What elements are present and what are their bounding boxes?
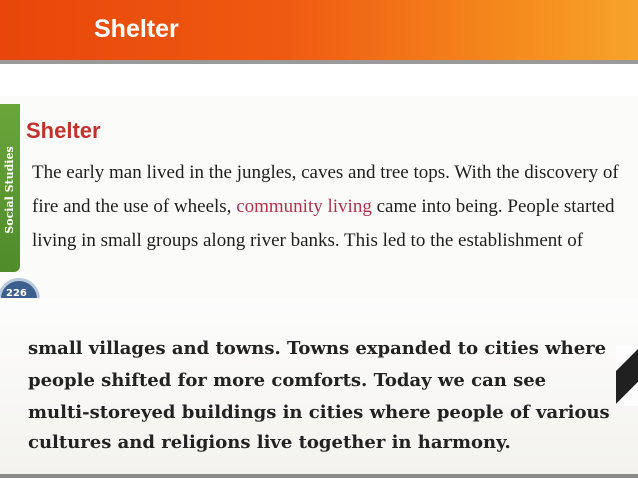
textbook-scan-bottom bbox=[0, 298, 638, 478]
text-line-5: people shifted for more comforts. Today we can see bbox=[28, 370, 547, 391]
footer-divider bbox=[0, 474, 638, 478]
text-line-3: living in small groups along river banks. This led to the establishment of bbox=[32, 230, 584, 251]
line-2-end: came into being. People started bbox=[376, 196, 615, 217]
highlighted-term: community living bbox=[236, 196, 372, 217]
header-divider bbox=[0, 60, 638, 64]
text-line-1: The early man lived in the jungles, caves and tree tops. With the discovery of bbox=[32, 162, 619, 183]
page-edge-mark bbox=[616, 346, 638, 406]
subject-side-tab bbox=[0, 104, 20, 272]
section-heading: Shelter bbox=[26, 118, 101, 143]
textbook-scan-top bbox=[0, 96, 638, 298]
page-number: 226 bbox=[6, 288, 27, 298]
slide-title: Shelter bbox=[94, 15, 179, 43]
text-line-6: multi-storeyed buildings in cities where people of various bbox=[28, 402, 610, 423]
text-line-7: cultures and religions live together in harmony. bbox=[28, 432, 511, 453]
line-2-start: fire and the use of wheels, bbox=[32, 196, 232, 217]
subject-label: Social Studies bbox=[3, 146, 16, 234]
text-line-4: small villages and towns. Towns expanded to cities where bbox=[28, 338, 607, 359]
text-line-2 bbox=[32, 196, 615, 218]
slide-header bbox=[0, 0, 638, 60]
